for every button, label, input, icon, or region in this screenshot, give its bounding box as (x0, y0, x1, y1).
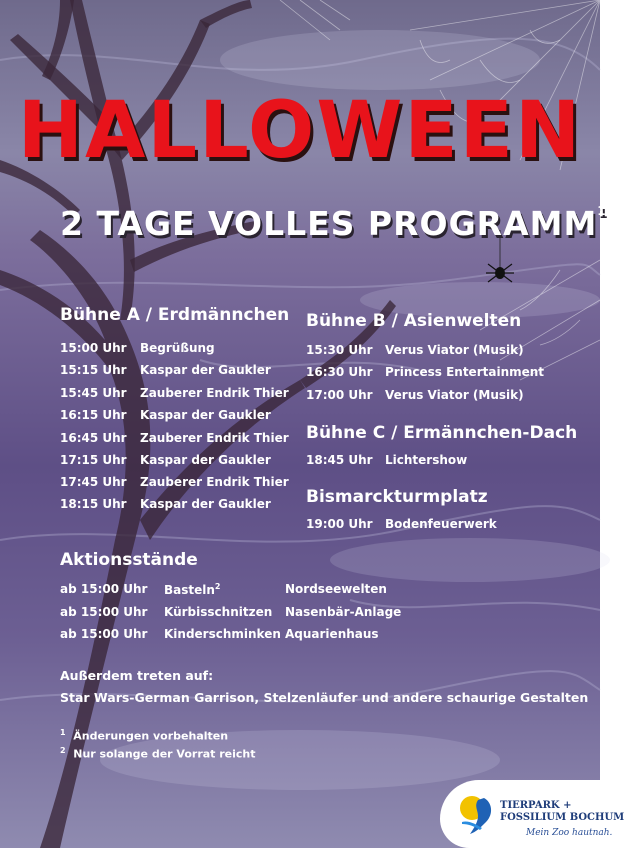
footnote-text: Änderungen vorbehalten (73, 729, 229, 743)
schedule-act: Princess Entertainment (385, 365, 545, 379)
action-label: Kinderschminken (164, 627, 281, 641)
schedule-act: Kaspar der Gaukler (140, 363, 271, 377)
schedule-act: Verus Viator (Musik) (385, 343, 524, 357)
bismarck-heading: Bismarckturmplatz (306, 487, 488, 507)
action-time: ab 15:00 Uhr (60, 605, 148, 619)
schedule-time: 18:45 Uhr (306, 453, 373, 467)
schedule-act: Verus Viator (Musik) (385, 388, 524, 402)
schedule-act: Lichtershow (385, 453, 468, 467)
action-footnote-mark: 2 (214, 582, 221, 591)
action-place: Aquarienhaus (285, 627, 379, 641)
schedule-time: 15:15 Uhr (60, 363, 127, 377)
schedule-act: Zauberer Endrik Thier (140, 475, 289, 489)
subtitle-footnote-mark: 1 (597, 204, 607, 218)
footnote-text: Nur solange der Vorrat reicht (73, 747, 256, 761)
schedule-act: Bodenfeuerwerk (385, 517, 497, 531)
also-heading: Außerdem treten auf: (60, 668, 214, 683)
schedule-time: 15:00 Uhr (60, 341, 127, 355)
schedule-act: Kaspar der Gaukler (140, 453, 271, 467)
subtitle-text: 2 TAGE VOLLES PROGRAMM (60, 204, 598, 243)
logo-tagline: Mein Zoo hautnah. (526, 828, 613, 838)
schedule-act: Kaspar der Gaukler (140, 408, 271, 422)
schedule-act: Zauberer Endrik Thier (140, 431, 289, 445)
stage-b-heading: Bühne B / Asienwelten (306, 311, 522, 331)
schedule-time: 15:45 Uhr (60, 386, 127, 400)
action-name (164, 582, 221, 597)
logo-line-2: FOSSILIUM BOCHUM (500, 812, 624, 823)
footnote (60, 728, 228, 743)
also-text: Star Wars-German Garrison, Stelzenläufer und andere schaurige Gestalten (60, 690, 589, 705)
event-subtitle (60, 204, 607, 243)
footnote-mark: 2 (60, 746, 66, 755)
action-place: Nasenbär-Anlage (285, 605, 402, 619)
logo-line-1: TIERPARK + (500, 800, 572, 811)
action-place: Nordseewelten (285, 582, 387, 596)
schedule-time: 16:15 Uhr (60, 408, 127, 422)
action-time: ab 15:00 Uhr (60, 582, 148, 596)
schedule-time: 17:15 Uhr (60, 453, 127, 467)
schedule-time: 17:00 Uhr (306, 388, 373, 402)
action-time: ab 15:00 Uhr (60, 627, 148, 641)
schedule-act: Kaspar der Gaukler (140, 497, 271, 511)
stage-a-heading: Bühne A / Erdmännchen (60, 305, 290, 325)
tierpark-logo (440, 772, 624, 848)
footnote (60, 746, 256, 761)
schedule-time: 16:45 Uhr (60, 431, 127, 445)
actions-heading: Aktionsstände (60, 550, 198, 570)
schedule-time: 18:15 Uhr (60, 497, 127, 511)
schedule-act: Begrüßung (140, 341, 215, 355)
schedule-time: 16:30 Uhr (306, 365, 373, 379)
footnote-mark: 1 (60, 728, 66, 737)
schedule-time: 17:45 Uhr (60, 475, 127, 489)
event-title: HALLOWEEN (17, 86, 583, 176)
action-label: Kürbisschnitzen (164, 605, 273, 619)
seahorse-icon (456, 792, 496, 836)
action-label: Basteln (164, 583, 215, 597)
schedule-time: 19:00 Uhr (306, 517, 373, 531)
stage-c-heading: Bühne C / Ermännchen-Dach (306, 423, 578, 443)
schedule-act: Zauberer Endrik Thier (140, 386, 289, 400)
schedule-time: 15:30 Uhr (306, 343, 373, 357)
